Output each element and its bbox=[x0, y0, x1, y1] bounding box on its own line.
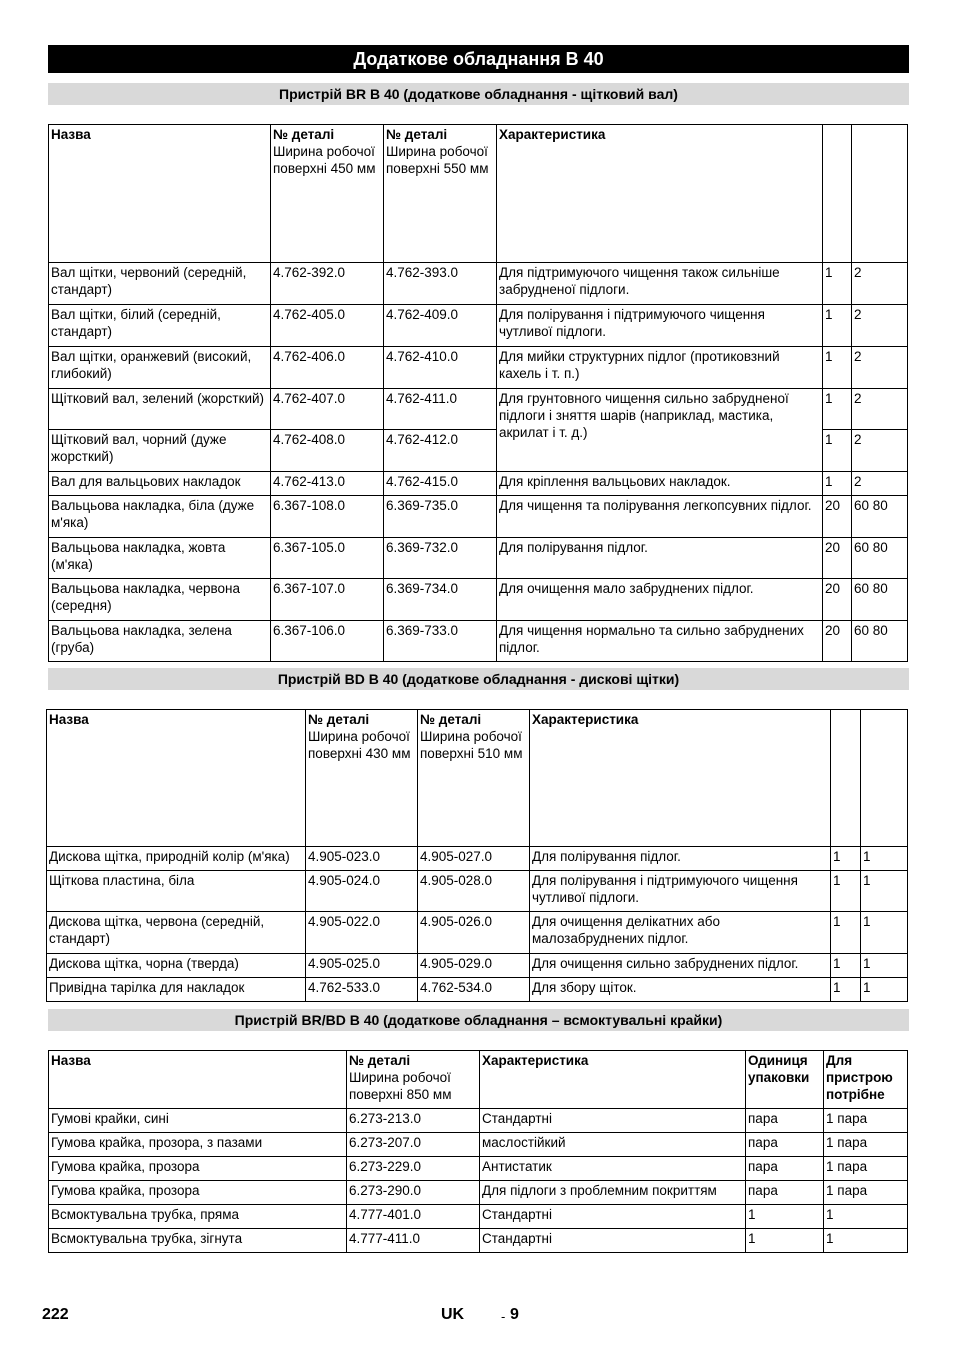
cell-pack-unit: 20 bbox=[823, 579, 852, 621]
header-description: Характеристика bbox=[530, 710, 831, 847]
cell-pack-unit: 1 bbox=[823, 263, 852, 305]
cell-required: 1 пара bbox=[824, 1109, 908, 1133]
cell-part: 6.273-290.0 bbox=[347, 1181, 480, 1205]
sub-page-number: 9 bbox=[510, 1306, 519, 1323]
cell-description: Для полірування підлог. bbox=[530, 847, 831, 871]
cell-required: 60 80 bbox=[852, 579, 908, 621]
cell-part-2: 4.905-027.0 bbox=[418, 847, 530, 871]
cell-name: Привідна тарілка для накладок bbox=[47, 978, 306, 1002]
header-description: Характеристика bbox=[480, 1051, 746, 1109]
header-part: № деталі Ширина робочої поверхні 850 мм bbox=[347, 1051, 480, 1109]
cell-required: 1 пара bbox=[824, 1133, 908, 1157]
table-row bbox=[49, 621, 908, 662]
table-row bbox=[49, 1109, 908, 1133]
cell-description: Для очищення делікатних або малозабруднених підлог. bbox=[530, 912, 831, 954]
footer-dash: - bbox=[501, 1309, 506, 1324]
header-description: Характеристика bbox=[497, 125, 823, 263]
cell-name: Гумова крайка, прозора bbox=[49, 1181, 347, 1205]
cell-part-1: 4.762-533.0 bbox=[306, 978, 418, 1002]
cell-required: 1 bbox=[861, 847, 908, 871]
table-row bbox=[49, 579, 908, 621]
cell-required: 1 пара bbox=[824, 1157, 908, 1181]
cell-pack-unit: 1 bbox=[823, 472, 852, 496]
cell-part: 6.273-229.0 bbox=[347, 1157, 480, 1181]
cell-required: 2 bbox=[852, 347, 908, 389]
cell-part-2: 4.762-411.0 bbox=[384, 389, 497, 430]
cell-part-1: 4.762-413.0 bbox=[271, 472, 384, 496]
cell-pack-unit: пара bbox=[746, 1181, 824, 1205]
cell-part-1: 6.367-107.0 bbox=[271, 579, 384, 621]
cell-part-2: 4.905-029.0 bbox=[418, 954, 530, 978]
table-row bbox=[49, 263, 908, 305]
cell-pack-unit: пара bbox=[746, 1133, 824, 1157]
cell-part-2: 4.905-026.0 bbox=[418, 912, 530, 954]
table-row bbox=[49, 305, 908, 347]
cell-part-1: 4.905-025.0 bbox=[306, 954, 418, 978]
cell-part-1: 4.905-022.0 bbox=[306, 912, 418, 954]
table-row bbox=[47, 954, 908, 978]
cell-part-2: 4.762-415.0 bbox=[384, 472, 497, 496]
cell-name: Гумова крайка, прозора, з пазами bbox=[49, 1133, 347, 1157]
cell-pack-unit: 20 bbox=[823, 496, 852, 538]
cell-part: 4.777-411.0 bbox=[347, 1229, 480, 1253]
cell-name: Щітковий вал, чорний (дуже жорсткий) bbox=[49, 430, 271, 472]
table-row bbox=[49, 1205, 908, 1229]
cell-part-1: 6.367-105.0 bbox=[271, 538, 384, 579]
cell-pack-unit: 1 bbox=[831, 847, 861, 871]
cell-description: маслостійкий bbox=[480, 1133, 746, 1157]
cell-required: 1 bbox=[824, 1205, 908, 1229]
table-header-row bbox=[49, 125, 908, 263]
cell-required: 2 bbox=[852, 263, 908, 305]
table-header-row bbox=[49, 1051, 908, 1109]
cell-pack-unit: 20 bbox=[823, 538, 852, 579]
header-name: Назва bbox=[49, 1051, 347, 1109]
cell-required: 1 bbox=[861, 912, 908, 954]
br-accessories-table bbox=[48, 124, 908, 662]
cell-pack-unit: 1 bbox=[823, 305, 852, 347]
cell-part-1: 4.762-408.0 bbox=[271, 430, 384, 472]
cell-part-2: 4.762-393.0 bbox=[384, 263, 497, 305]
table-row bbox=[49, 496, 908, 538]
cell-pack-unit: 1 bbox=[823, 389, 852, 430]
cell-part-1: 6.367-106.0 bbox=[271, 621, 384, 662]
cell-description: Для збору щіток. bbox=[530, 978, 831, 1002]
cell-part-1: 4.905-024.0 bbox=[306, 871, 418, 912]
cell-part-2: 6.369-732.0 bbox=[384, 538, 497, 579]
cell-pack-unit: 1 bbox=[831, 978, 861, 1002]
cell-description: Для грунтовного чищення сильно забрудненої підлоги і зняття шарів (наприклад, мастика, акрилат і т. д.) bbox=[497, 389, 823, 472]
language-code: UK bbox=[441, 1306, 465, 1323]
cell-required: 2 bbox=[852, 430, 908, 472]
table-row bbox=[47, 912, 908, 954]
cell-pack-unit: пара bbox=[746, 1157, 824, 1181]
cell-pack-unit: 20 bbox=[823, 621, 852, 662]
table-row bbox=[49, 1133, 908, 1157]
cell-part-1: 4.762-407.0 bbox=[271, 389, 384, 430]
cell-name: Дискова щітка, червона (середній, стандарт) bbox=[47, 912, 306, 954]
header-pack-unit bbox=[823, 125, 852, 263]
cell-required: 1 пара bbox=[824, 1181, 908, 1205]
cell-description: Для очищення сильно забруднених підлог. bbox=[530, 954, 831, 978]
table-row bbox=[49, 1229, 908, 1253]
table-row bbox=[49, 538, 908, 579]
cell-pack-unit: 1 bbox=[823, 430, 852, 472]
cell-part-1: 4.905-023.0 bbox=[306, 847, 418, 871]
cell-name: Гумові крайки, сині bbox=[49, 1109, 347, 1133]
cell-description: Стандартні bbox=[480, 1205, 746, 1229]
cell-description: Для мийки структурних підлог (протиковзний кахель і т. п.) bbox=[497, 347, 823, 389]
cell-description: Для кріплення вальцьових накладок. bbox=[497, 472, 823, 496]
cell-name: Дискова щітка, природній колір (м'яка) bbox=[47, 847, 306, 871]
cell-name: Всмоктувальна трубка, зігнута bbox=[49, 1229, 347, 1253]
header-part-1: № деталі Ширина робочої поверхні 450 мм bbox=[271, 125, 384, 263]
page-number: 222 bbox=[42, 1306, 69, 1323]
cell-part: 4.777-401.0 bbox=[347, 1205, 480, 1229]
cell-part-2: 4.762-412.0 bbox=[384, 430, 497, 472]
cell-description: Стандартні bbox=[480, 1109, 746, 1133]
squeegee-accessories-table bbox=[48, 1050, 908, 1253]
cell-description: Для полірування і підтримуючого чищення чутливої підлоги. bbox=[497, 305, 823, 347]
cell-required: 60 80 bbox=[852, 538, 908, 579]
cell-required: 2 bbox=[852, 389, 908, 430]
page-title: Додаткове обладнання B 40 bbox=[48, 45, 909, 73]
section-heading-br: Пристрій BR B 40 (додаткове обладнання - щітковий вал) bbox=[48, 83, 909, 105]
cell-part-1: 6.367-108.0 bbox=[271, 496, 384, 538]
cell-part-2: 4.762-534.0 bbox=[418, 978, 530, 1002]
cell-part-2: 6.369-734.0 bbox=[384, 579, 497, 621]
cell-required: 60 80 bbox=[852, 621, 908, 662]
table-row bbox=[47, 978, 908, 1002]
cell-pack-unit: 1 bbox=[831, 954, 861, 978]
header-part-2: № деталі Ширина робочої поверхні 550 мм bbox=[384, 125, 497, 263]
table-row bbox=[49, 347, 908, 389]
section-heading-bd: Пристрій BD B 40 (додаткове обладнання - дискові щітки) bbox=[48, 668, 909, 690]
table-header-row bbox=[47, 710, 908, 847]
cell-name: Вал щітки, червоний (середній, стандарт) bbox=[49, 263, 271, 305]
header-required bbox=[861, 710, 908, 847]
header-name: Назва bbox=[49, 125, 271, 263]
cell-required: 2 bbox=[852, 305, 908, 347]
table-row bbox=[47, 871, 908, 912]
cell-part: 6.273-213.0 bbox=[347, 1109, 480, 1133]
section-heading-squeegee: Пристрій BR/BD B 40 (додаткове обладнання – всмоктувальні крайки) bbox=[48, 1009, 909, 1031]
cell-pack-unit: 1 bbox=[831, 912, 861, 954]
cell-part-2: 4.762-409.0 bbox=[384, 305, 497, 347]
cell-name: Щіткова пластина, біла bbox=[47, 871, 306, 912]
cell-required: 1 bbox=[824, 1229, 908, 1253]
table-row bbox=[49, 1157, 908, 1181]
header-required: Для пристрою потрібне bbox=[824, 1051, 908, 1109]
cell-required: 60 80 bbox=[852, 496, 908, 538]
cell-name: Вальцьова накладка, біла (дуже м'яка) bbox=[49, 496, 271, 538]
cell-part-1: 4.762-406.0 bbox=[271, 347, 384, 389]
cell-part-2: 4.762-410.0 bbox=[384, 347, 497, 389]
cell-description: Для підлоги з проблемним покриттям bbox=[480, 1181, 746, 1205]
cell-pack-unit: 1 bbox=[831, 871, 861, 912]
header-part-2: № деталі Ширина робочої поверхні 510 мм bbox=[418, 710, 530, 847]
cell-name: Вал для вальцьових накладок bbox=[49, 472, 271, 496]
cell-required: 1 bbox=[861, 954, 908, 978]
cell-name: Вал щітки, білий (середній, стандарт) bbox=[49, 305, 271, 347]
table-row bbox=[49, 472, 908, 496]
cell-name: Вальцьова накладка, жовта (м'яка) bbox=[49, 538, 271, 579]
cell-part: 6.273-207.0 bbox=[347, 1133, 480, 1157]
cell-description: Стандартні bbox=[480, 1229, 746, 1253]
table-row bbox=[49, 1181, 908, 1205]
header-pack-unit bbox=[831, 710, 861, 847]
cell-required: 1 bbox=[861, 871, 908, 912]
cell-description: Для очищення мало забруднених підлог. bbox=[497, 579, 823, 621]
cell-name: Гумова крайка, прозора bbox=[49, 1157, 347, 1181]
cell-description: Антистатик bbox=[480, 1157, 746, 1181]
cell-name: Вал щітки, оранжевий (високий, глибокий) bbox=[49, 347, 271, 389]
cell-required: 1 bbox=[861, 978, 908, 1002]
header-name: Назва bbox=[47, 710, 306, 847]
header-part-1: № деталі Ширина робочої поверхні 430 мм bbox=[306, 710, 418, 847]
cell-part-1: 4.762-405.0 bbox=[271, 305, 384, 347]
cell-part-2: 6.369-733.0 bbox=[384, 621, 497, 662]
cell-description: Для полірування підлог. bbox=[497, 538, 823, 579]
cell-description: Для чищення та полірування легкопсувних підлог. bbox=[497, 496, 823, 538]
header-pack-unit: Одиниця упаковки bbox=[746, 1051, 824, 1109]
cell-description: Для підтримуючого чищення також сильніше забрудненої підлоги. bbox=[497, 263, 823, 305]
cell-name: Вальцьова накладка, зелена (груба) bbox=[49, 621, 271, 662]
cell-pack-unit: 1 bbox=[746, 1205, 824, 1229]
cell-name: Дискова щітка, чорна (тверда) bbox=[47, 954, 306, 978]
cell-pack-unit: 1 bbox=[823, 347, 852, 389]
cell-description: Для полірування і підтримуючого чищення чутливої підлоги. bbox=[530, 871, 831, 912]
cell-name: Щітковий вал, зелений (жорсткий) bbox=[49, 389, 271, 430]
cell-name: Вальцьова накладка, червона (середня) bbox=[49, 579, 271, 621]
cell-part-2: 6.369-735.0 bbox=[384, 496, 497, 538]
cell-part-1: 4.762-392.0 bbox=[271, 263, 384, 305]
cell-pack-unit: 1 bbox=[746, 1229, 824, 1253]
table-row bbox=[47, 847, 908, 871]
cell-name: Всмоктувальна трубка, пряма bbox=[49, 1205, 347, 1229]
cell-pack-unit: пара bbox=[746, 1109, 824, 1133]
cell-description: Для чищення нормально та сильно забруднених підлог. bbox=[497, 621, 823, 662]
header-required bbox=[852, 125, 908, 263]
table-row bbox=[49, 389, 908, 430]
cell-part-2: 4.905-028.0 bbox=[418, 871, 530, 912]
cell-required: 2 bbox=[852, 472, 908, 496]
bd-accessories-table bbox=[46, 709, 908, 1002]
